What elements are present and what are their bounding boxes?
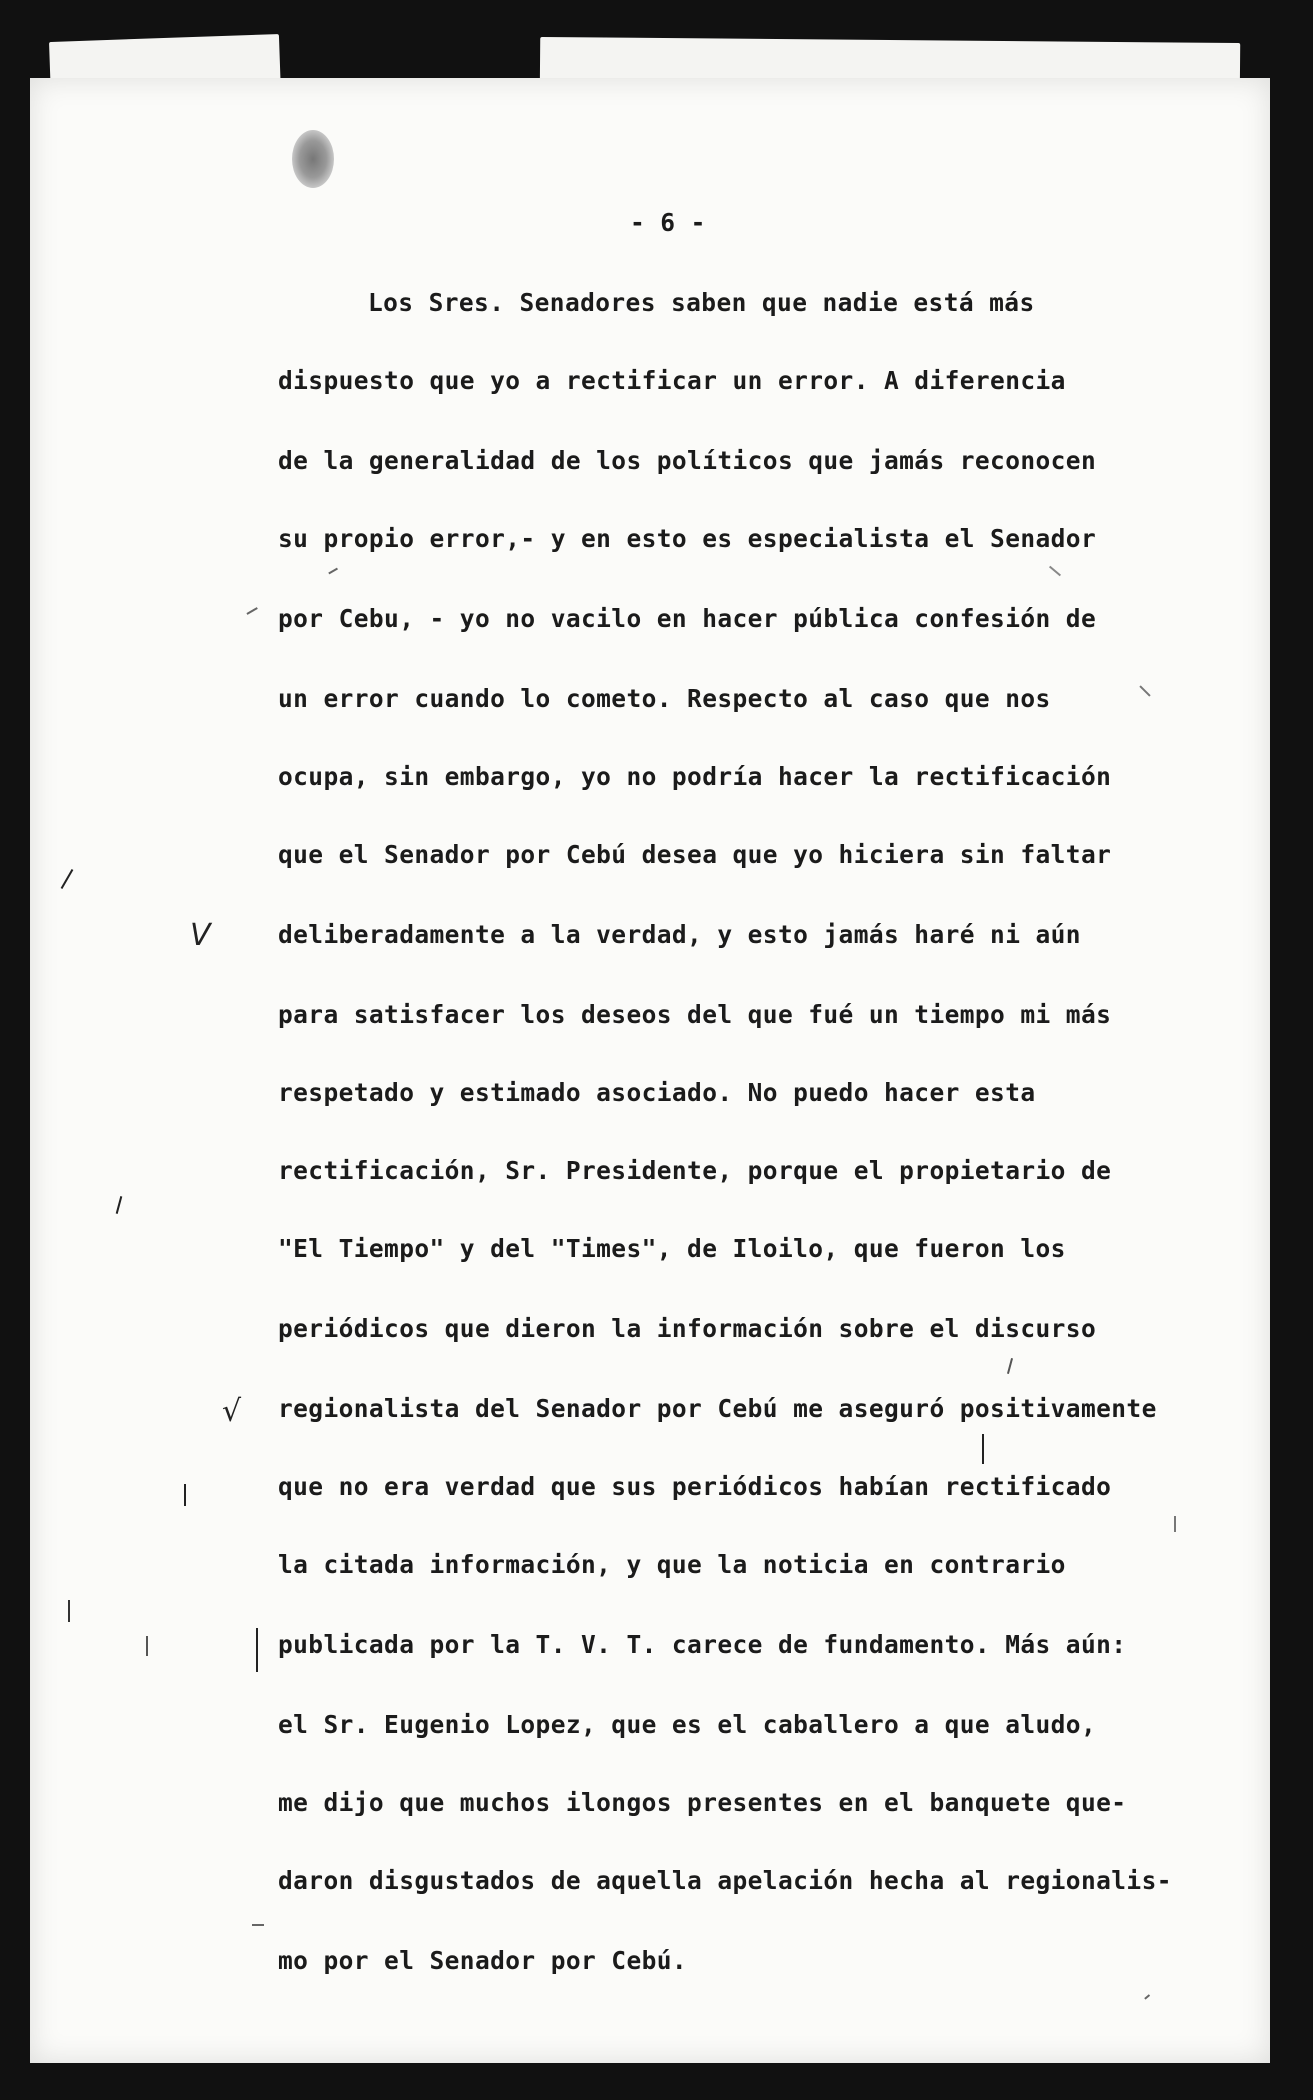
punch-hole [292, 130, 334, 188]
page-number: - 6 - [630, 208, 706, 237]
margin-checkmark-root: √ [222, 1394, 242, 1429]
text-line-16: que no era verdad que sus periódicos habían rectificado [278, 1472, 1112, 1501]
margin-stroke [256, 1628, 258, 1672]
text-line-14: periódicos que dieron la información sobre el discurso [278, 1314, 1097, 1343]
margin-checkmark-v: V [190, 918, 211, 953]
text-line-12: rectificación, Sr. Presidente, porque el propietario de [278, 1156, 1112, 1185]
margin-stroke [184, 1484, 186, 1506]
text-line-2: dispuesto que yo a rectificar un error. A diferencia [278, 366, 1066, 395]
margin-stroke [146, 1636, 148, 1656]
text-line-17: la citada información, y que la noticia en contrario [278, 1550, 1066, 1579]
text-line-9: deliberadamente a la verdad, y esto jamás haré ni aún [278, 920, 1081, 949]
text-line-3: de la generalidad de los políticos que jamás reconocen [278, 446, 1097, 475]
text-line-7: ocupa, sin embargo, yo no podría hacer la rectificación [278, 762, 1112, 791]
text-line-8: que el Senador por Cebú desea que yo hiciera sin faltar [278, 840, 1112, 869]
text-line-20: me dijo que muchos ilongos presentes en el banquete que- [278, 1788, 1127, 1817]
text-line-4: su propio error,- y en esto es especialista el Senador [278, 524, 1097, 553]
margin-stroke [252, 1924, 264, 1926]
margin-stroke [68, 1600, 70, 1622]
text-line-11: respetado y estimado asociado. No puedo hacer esta [278, 1078, 1036, 1107]
text-line-10: para satisfacer los deseos del que fué un tiempo mi más [278, 1000, 1112, 1029]
text-line-13: "El Tiempo" y del "Times", de Iloilo, que fueron los [278, 1234, 1066, 1263]
text-line-19: el Sr. Eugenio Lopez, que es el caballero a que aludo, [278, 1710, 1097, 1739]
text-line-21: daron disgustados de aquella apelación hecha al regionalis- [278, 1866, 1172, 1895]
text-line-5: por Cebu, - yo no vacilo en hacer pública confesión de [278, 604, 1097, 633]
text-line-22: mo por el Senador por Cebú. [278, 1946, 688, 1975]
text-stroke [982, 1434, 984, 1464]
text-line-15: regionalista del Senador por Cebú me aseguró positivamente [278, 1394, 1157, 1423]
margin-stroke [1174, 1516, 1176, 1532]
text-line-1: Los Sres. Senadores saben que nadie está más [368, 288, 1035, 317]
text-line-18: publicada por la T. V. T. carece de fundamento. Más aún: [278, 1630, 1127, 1659]
text-line-6: un error cuando lo cometo. Respecto al caso que nos [278, 684, 1051, 713]
